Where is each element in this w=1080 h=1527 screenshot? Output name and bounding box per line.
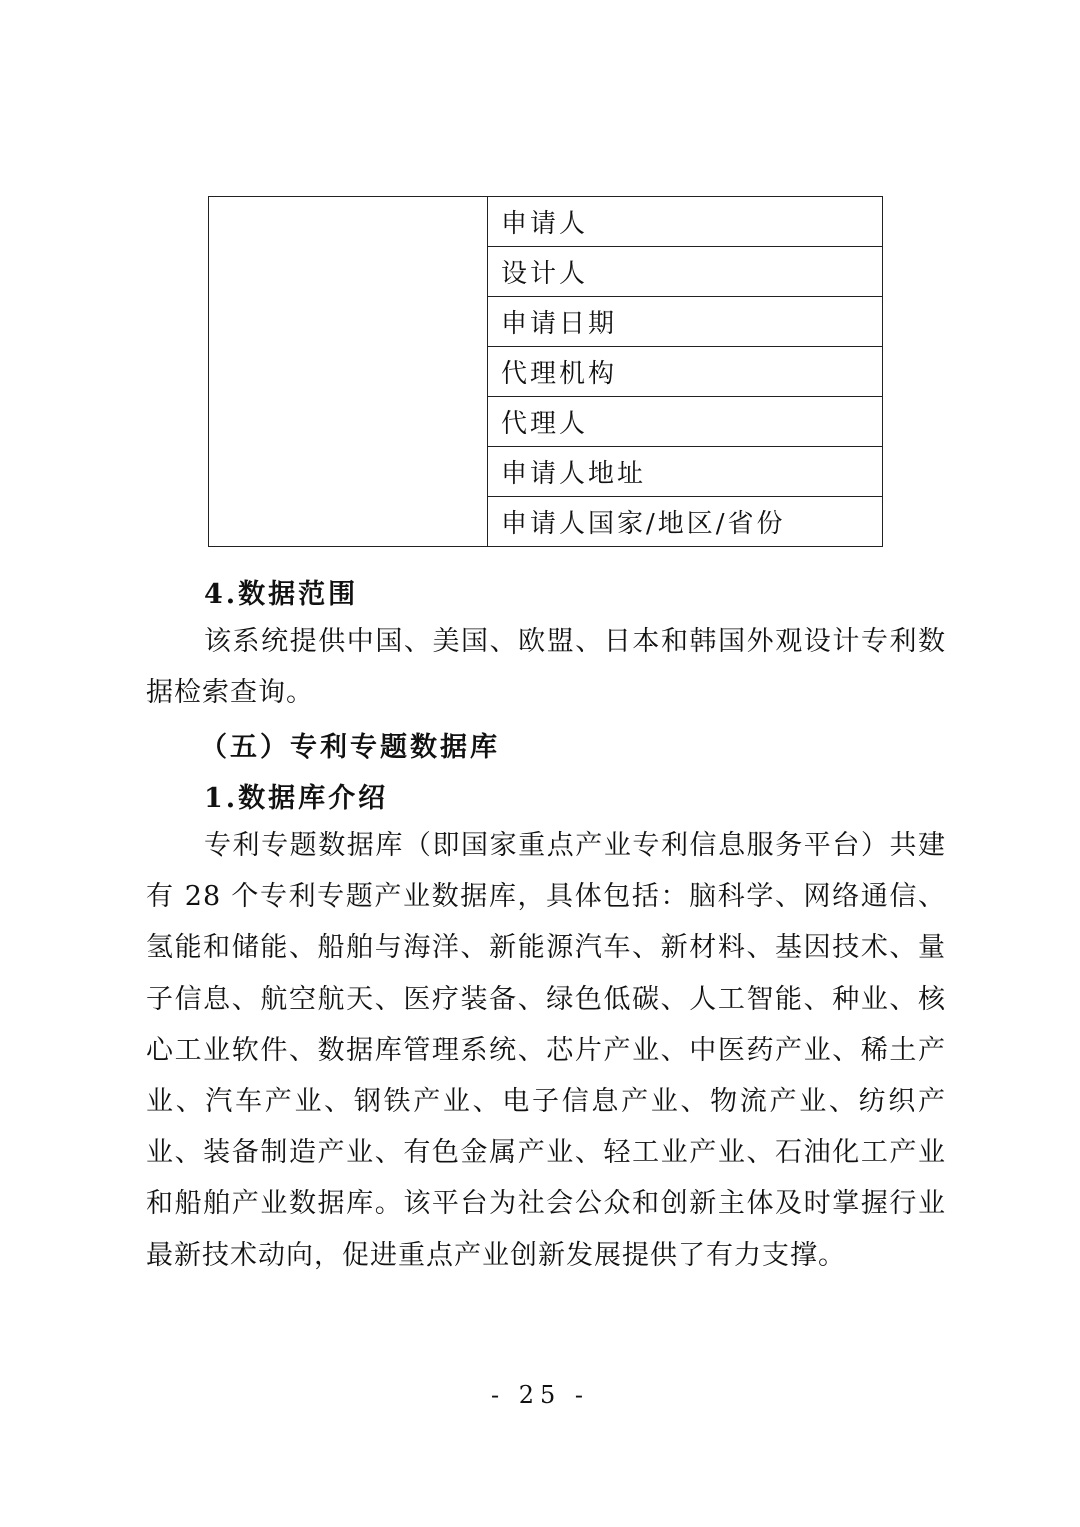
table-merged-left-cell xyxy=(209,197,488,547)
table-cell: 代理人 xyxy=(488,397,883,447)
section-5-1-paragraph: 专利专题数据库（即国家重点产业专利信息服务平台）共建有 28 个专利专题产业数据库，具体包括：脑科学、网络通信、氢能和储能、船舶与海洋、新能源汽车、新材料、基因技术、量子信息、航空航天、医疗装备、绿色低碳、人工智能、种业、核心工业软件、数据库管理系统、芯片产业、中医药产业、稀土产业、汽车产业、钢铁产业、电子信息产业、物流产业、纺织产业、装备制造产业、有色金属产业、轻工业产业、石油化工产业和船舶产业数据库。该平台为社会公众和创新主体及时掌握行业最新技术动向，促进重点产业创新发展提供了有力支撑。 xyxy=(146,830,946,1271)
page-number: - 25 - xyxy=(490,1381,589,1409)
section-5-1-heading: 1.数据库介绍 xyxy=(204,783,389,814)
section-4-heading: 4.数据范围 xyxy=(204,579,359,610)
table-cell: 代理机构 xyxy=(488,347,883,397)
table-cell: 申请日期 xyxy=(488,297,883,347)
fields-table xyxy=(208,196,883,547)
table-cell: 申请人 xyxy=(488,197,883,247)
table-cell: 申请人国家/地区/省份 xyxy=(488,497,883,547)
table-cell: 设计人 xyxy=(488,247,883,297)
table-row xyxy=(209,197,883,247)
section-5-heading: （五）专利专题数据库 xyxy=(200,732,500,763)
section-4-paragraph: 该系统提供中国、美国、欧盟、日本和韩国外观设计专利数据检索查询。 xyxy=(146,626,946,709)
table-cell: 申请人地址 xyxy=(488,447,883,497)
